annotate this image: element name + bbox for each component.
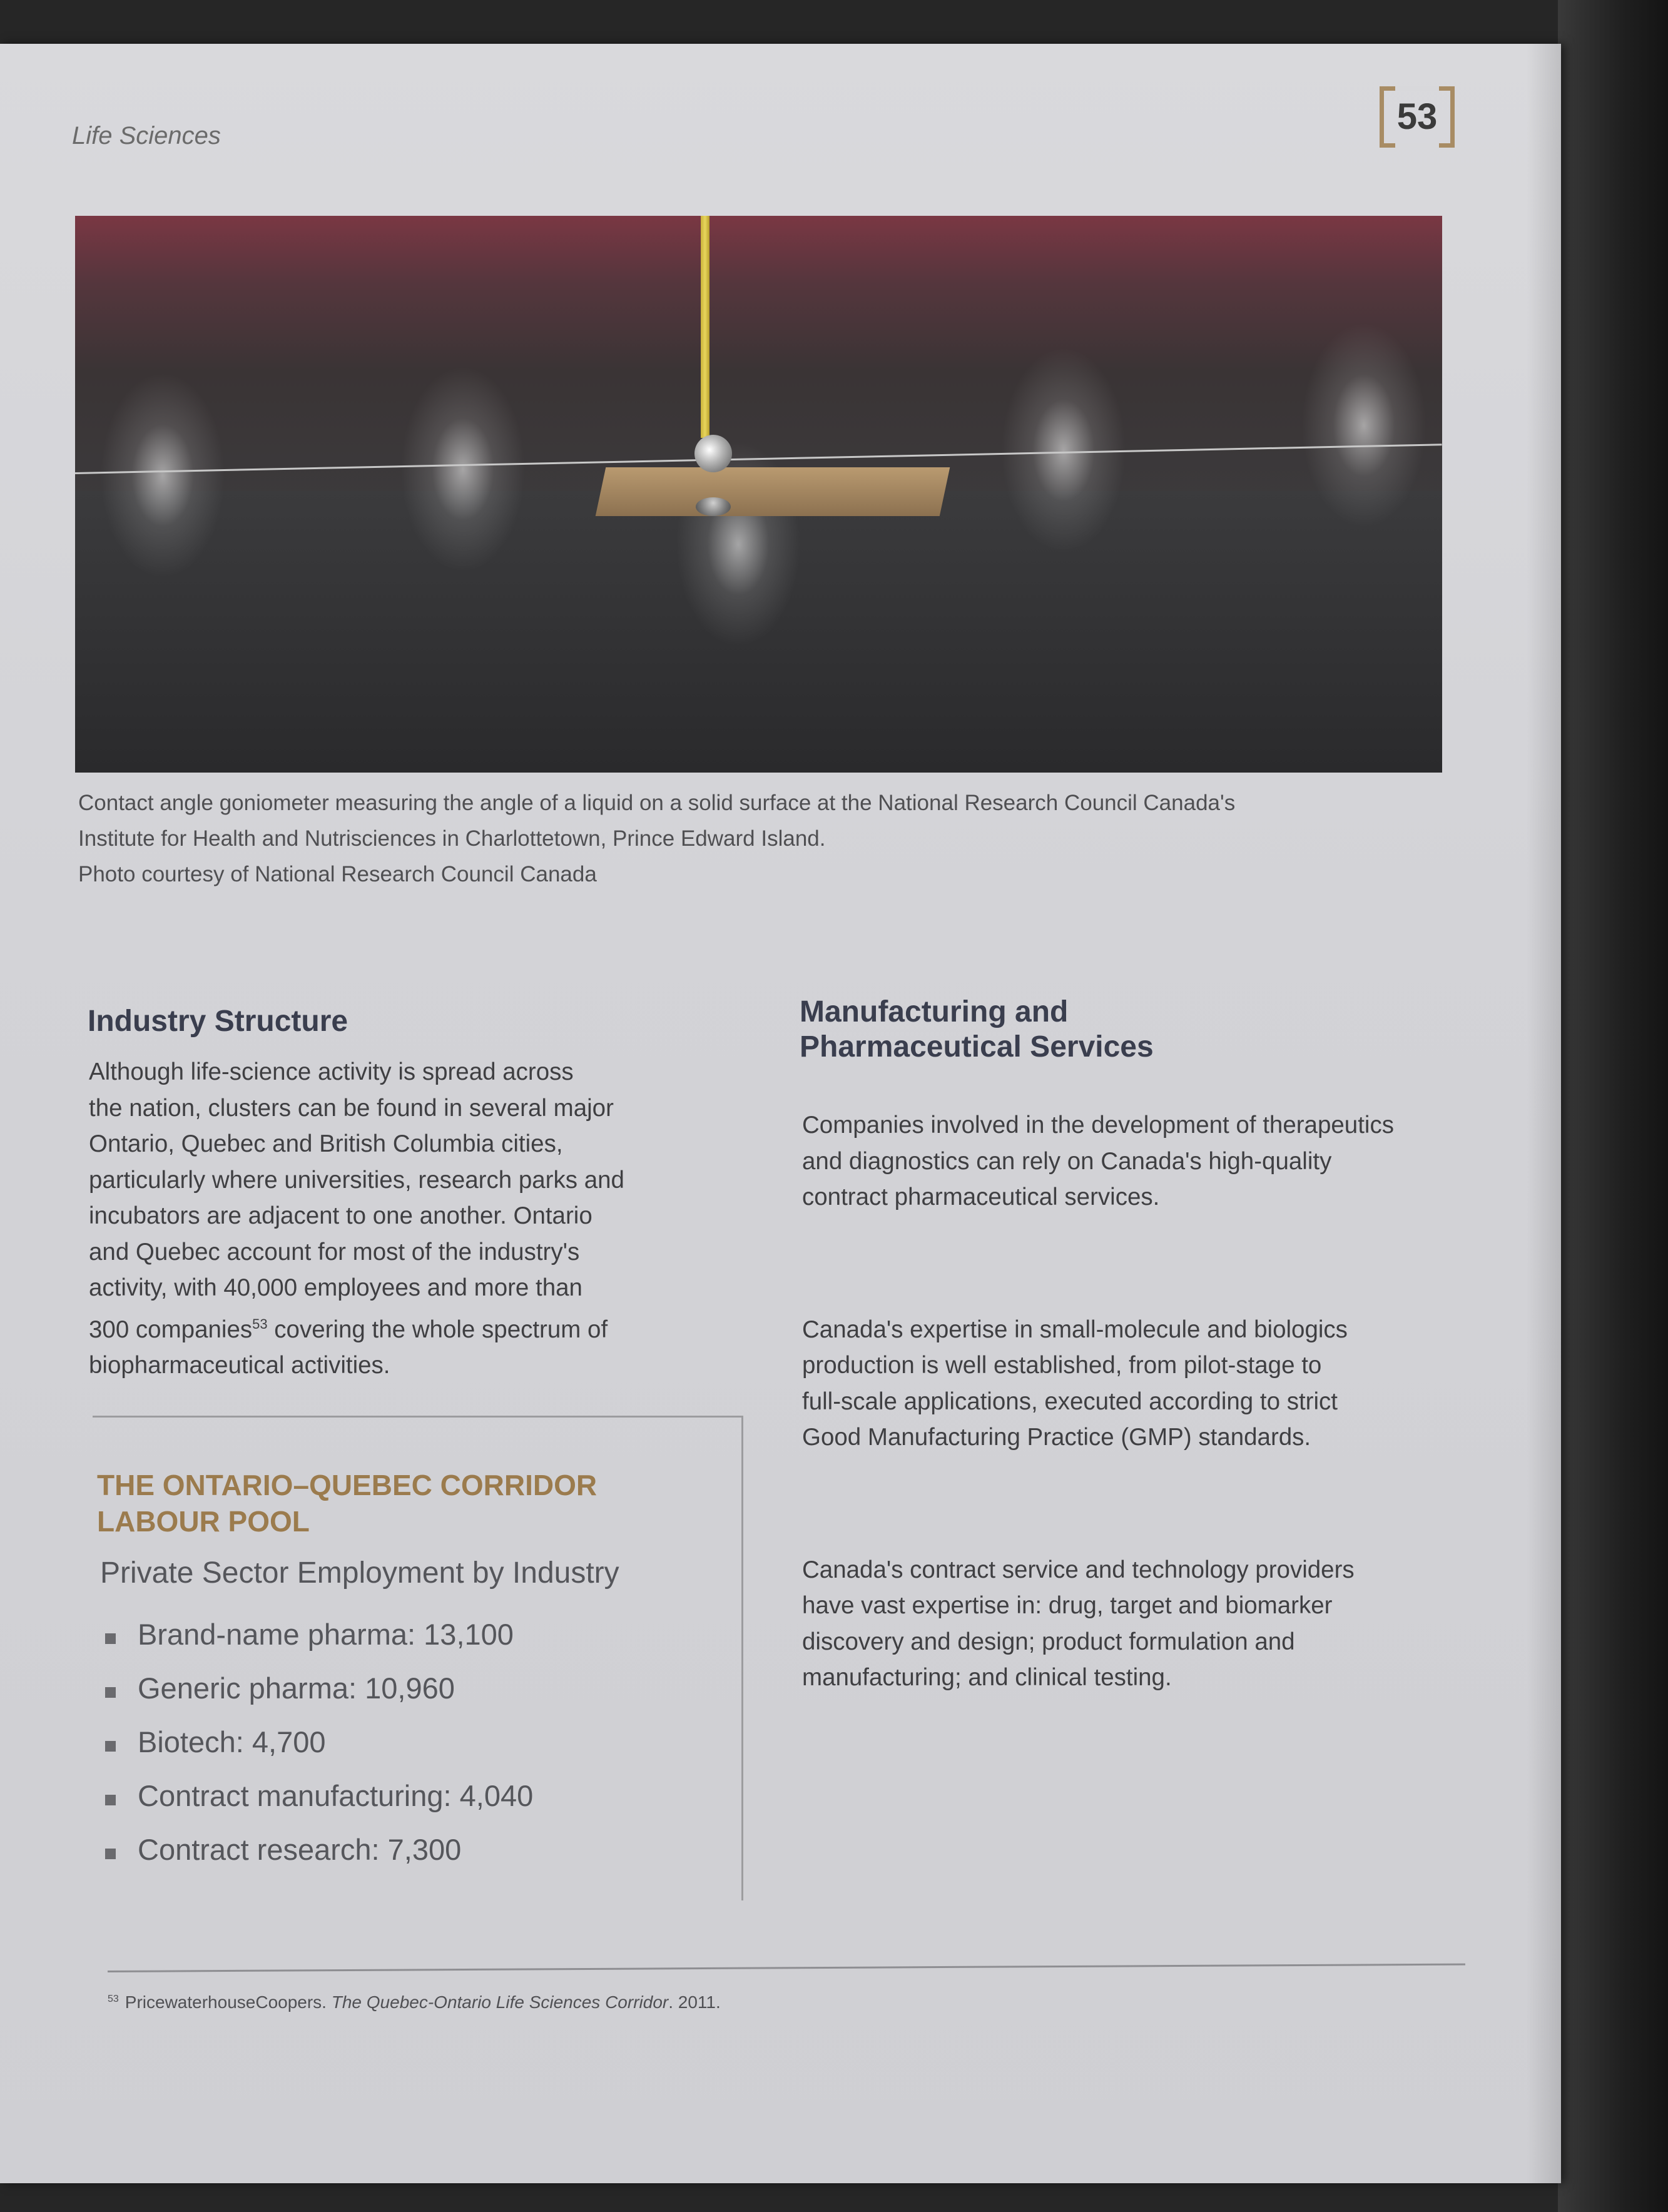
square-bullet-icon <box>105 1795 116 1805</box>
page-number <box>1380 86 1455 148</box>
body-line: and Quebec account for most of the industry's <box>89 1238 580 1266</box>
heading-line: Pharmaceutical Services <box>800 1030 1154 1063</box>
body-line: production is well established, from pilot-stage to <box>802 1352 1322 1379</box>
title-line: THE ONTARIO–QUEBEC CORRIDOR <box>97 1469 598 1501</box>
body-line: Companies involved in the development of therapeutics <box>802 1112 1394 1139</box>
light-beam <box>1301 322 1426 529</box>
industry-structure-body <box>89 1054 702 1384</box>
employment-list <box>103 1617 533 1886</box>
square-bullet-icon <box>105 1633 116 1644</box>
industry-structure-heading: Industry Structure <box>88 1005 348 1038</box>
labour-pool-title <box>97 1467 597 1540</box>
list-item-text: Biotech: 4,700 <box>138 1725 326 1758</box>
footnote-reference[interactable]: 53 <box>252 1316 268 1332</box>
list-item <box>103 1778 533 1832</box>
list-item <box>103 1832 533 1886</box>
photo-caption <box>78 785 1442 892</box>
body-line: contract pharmaceutical services. <box>802 1184 1160 1210</box>
body-line: incubators are adjacent to one another. Ontario <box>89 1202 592 1229</box>
book-edge <box>1558 0 1668 2212</box>
manufacturing-heading <box>800 995 1154 1065</box>
goniometer-photo <box>75 216 1442 773</box>
body-text: 300 companies <box>89 1316 253 1343</box>
footnote-title: The Quebec-Ontario Life Sciences Corridor <box>331 1992 669 2012</box>
body-line: biopharmaceutical activities. <box>89 1352 390 1379</box>
list-item <box>103 1671 533 1725</box>
body-line: the nation, clusters can be found in several major <box>89 1094 614 1122</box>
footnote-number: 53 <box>108 1994 119 2004</box>
list-item <box>103 1617 533 1671</box>
liquid-drop <box>694 435 732 472</box>
footnote-author: PricewaterhouseCoopers. <box>125 1992 327 2012</box>
body-line: Good Manufacturing Practice (GMP) standards. <box>802 1424 1311 1451</box>
heading-line: Manufacturing and <box>800 995 1069 1028</box>
list-item-text: Generic pharma: 10,960 <box>138 1672 455 1705</box>
caption-line: Institute for Health and Nutrisciences in Charlottetown, Prince Edward Island. <box>78 826 826 851</box>
light-beam <box>400 366 526 572</box>
body-line: have vast expertise in: drug, target and biomarker <box>802 1592 1333 1619</box>
square-bullet-icon <box>105 1849 116 1859</box>
sample-plate <box>596 467 950 516</box>
drop-reflection <box>696 497 731 516</box>
body-line: full-scale applications, executed according to strict <box>802 1388 1338 1415</box>
list-item-text: Contract research: 7,300 <box>138 1833 462 1866</box>
body-line <box>89 1306 702 1348</box>
labour-pool-subtitle: Private Sector Employment by Industry <box>100 1556 619 1590</box>
footnote <box>108 1992 721 2012</box>
dispensing-needle <box>701 216 709 438</box>
light-beam <box>100 372 225 579</box>
body-line: activity, with 40,000 employees and more than <box>89 1274 582 1301</box>
caption-line: Contact angle goniometer measuring the angle of a liquid on a solid surface at the National Research Council Canada's <box>78 791 1236 815</box>
body-line: manufacturing; and clinical testing. <box>802 1664 1172 1691</box>
body-text: covering the whole spectrum of <box>267 1316 608 1343</box>
list-item-text: Contract manufacturing: 4,040 <box>138 1779 534 1812</box>
page-number-value: 53 <box>1396 96 1438 137</box>
body-line: particularly where universities, research parks and <box>89 1166 624 1194</box>
body-line: Canada's expertise in small-molecule and biologics <box>802 1316 1348 1343</box>
footnote-year: . 2011. <box>668 1992 721 2012</box>
page-fold-shadow <box>1527 44 1561 2183</box>
manufacturing-body <box>802 1075 1465 1728</box>
running-head: Life Sciences <box>72 122 221 150</box>
body-line: Although life-science activity is spread across <box>89 1058 574 1085</box>
title-line: LABOUR POOL <box>97 1505 310 1538</box>
square-bullet-icon <box>105 1687 116 1698</box>
caption-line: Photo courtesy of National Research Council Canada <box>78 862 597 886</box>
body-line: and diagnostics can rely on Canada's high-quality <box>802 1147 1332 1175</box>
body-line: discovery and design; product formulation and <box>802 1628 1295 1655</box>
body-line: Canada's contract service and technology providers <box>802 1556 1355 1583</box>
list-item-text: Brand-name pharma: 13,100 <box>138 1618 514 1651</box>
body-line: Ontario, Quebec and British Columbia cities, <box>89 1130 563 1157</box>
square-bullet-icon <box>105 1741 116 1752</box>
list-item <box>103 1725 533 1778</box>
